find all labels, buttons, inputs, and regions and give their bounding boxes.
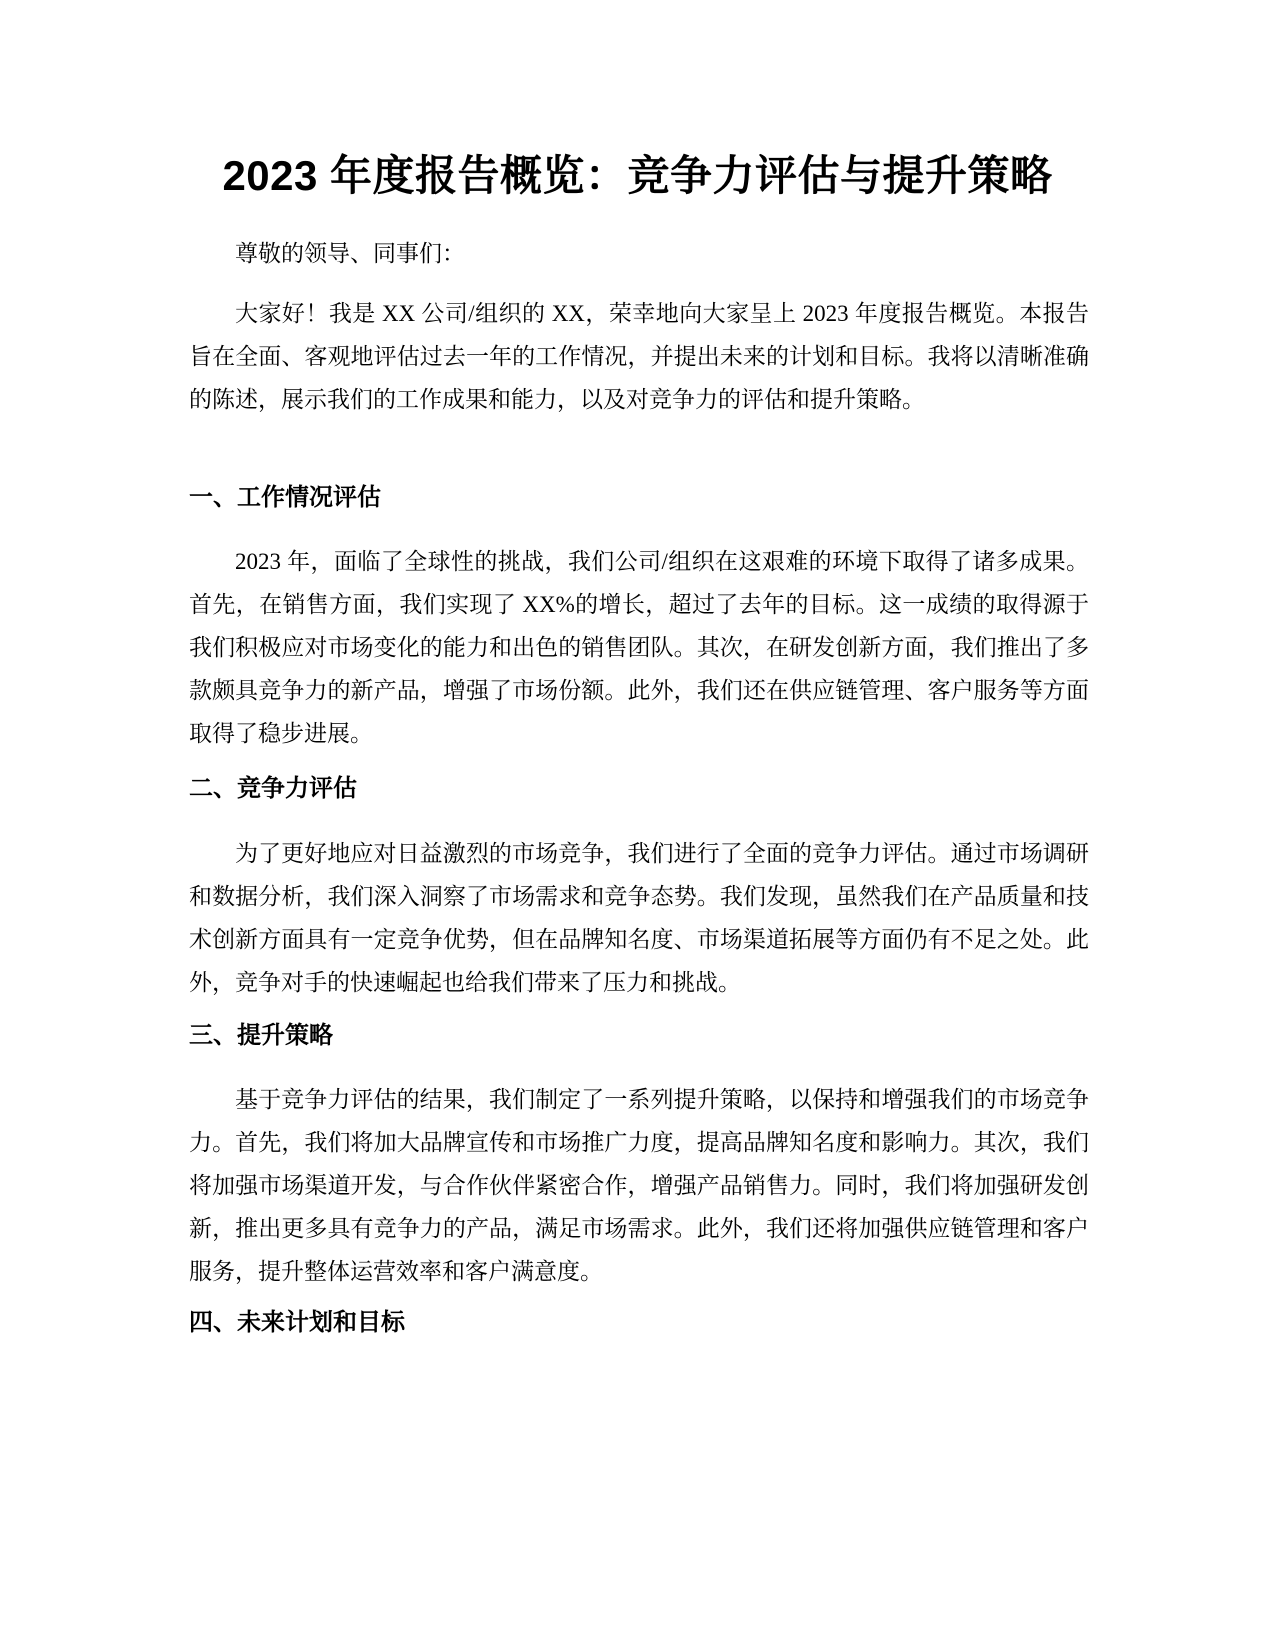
- section-body-work-evaluation: 2023 年，面临了全球性的挑战，我们公司/组织在这艰难的环境下取得了诸多成果。首先，在销售方面，我们实现了 XX%的增长，超过了去年的目标。这一成绩的取得源于我们积极应对市场变化的能力和出色的销售团队。其次，在研发创新方面，我们推出了多款颇具竞争力的新产品，增强了市场份额。此外，我们还在供应链管理、客户服务等方面取得了稳步进展。: [189, 549, 1089, 746]
- document-title: 2023 年度报告概览：竞争力评估与提升策略: [222, 152, 1053, 199]
- section-heading-competitiveness: 二、竞争力评估: [189, 775, 357, 802]
- section-body-strategy: 基于竞争力评估的结果，我们制定了一系列提升策略，以保持和增强我们的市场竞争力。首先，我们将加大品牌宣传和市场推广力度，提高品牌知名度和影响力。其次，我们将加强市场渠道开发，与合作伙伴紧密合作，增强产品销售力。同时，我们将加强研发创新，推出更多具有竞争力的产品，满足市场需求。此外，我们还将加强供应链管理和客户服务，提升整体运营效率和客户满意度。: [189, 1087, 1089, 1284]
- salutation: 尊敬的领导、同事们：: [235, 241, 465, 266]
- section-body-competitiveness: 为了更好地应对日益激烈的市场竞争，我们进行了全面的竞争力评估。通过市场调研和数据分析，我们深入洞察了市场需求和竞争态势。我们发现，虽然我们在产品质量和技术创新方面具有一定竞争优势，但在品牌知名度、市场渠道拓展等方面仍有不足之处。此外，竞争对手的快速崛起也给我们带来了压力和挑战。: [189, 841, 1089, 995]
- section-heading-future-plans: 四、未来计划和目标: [189, 1309, 405, 1336]
- intro-paragraph: 大家好！我是 XX 公司/组织的 XX，荣幸地向大家呈上 2023 年度报告概览。本报告旨在全面、客观地评估过去一年的工作情况，并提出未来的计划和目标。我将以清晰准确的陈述，展示我们的工作成果和能力，以及对竞争力的评估和提升策略。: [189, 301, 1089, 412]
- section-heading-strategy: 三、提升策略: [189, 1022, 333, 1049]
- section-heading-work-evaluation: 一、工作情况评估: [189, 484, 381, 511]
